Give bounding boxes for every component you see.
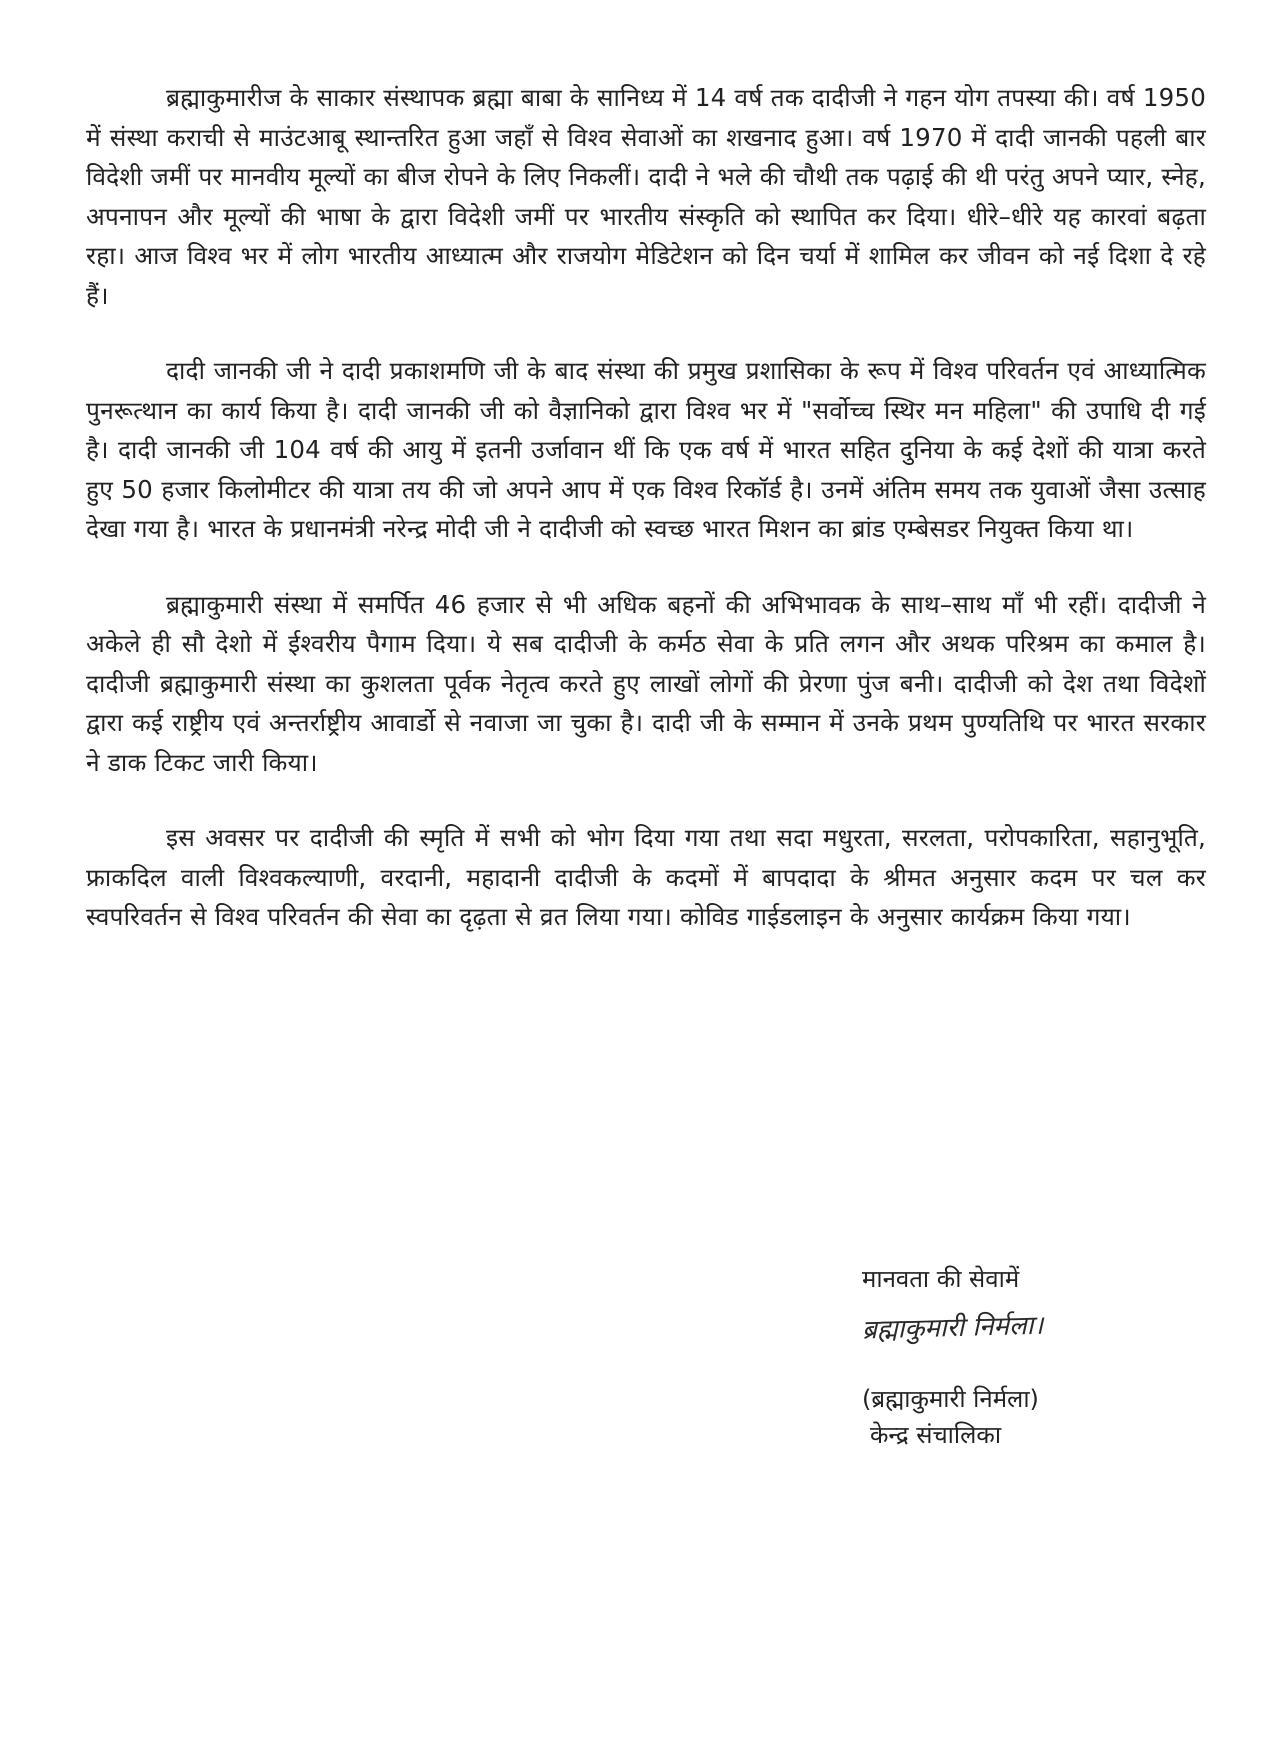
paragraph-1: ब्रह्माकुमारीज के साकार संस्थापक ब्रह्मा बाबा के सानिध्य में 14 वर्ष तक दादीजी ने गहन योग तपस्या की। वर्ष 1950 में संस्था कराची से माउंटआबू स्थान्तरित हुआ जहाँ से विश्व सेवाओं का शखनाद हुआ। वर्ष 1970 में दादी जानकी पहली बार विदेशी जमीं पर मानवीय मूल्यों का बीज रोपने के लिए निकलीं। दादी ने भले की चौथी तक पढ़ाई की थी परंतु अपने प्यार, स्नेह, अपनापन और मूल्यों की भाषा के द्वारा विदेशी जमीं पर भारतीय संस्कृति को स्थापित कर दिया। धीरे–धीरे यह कारवां बढ़ता रहा। आज विश्व भर में लोग भारतीय आध्यात्म और राजयोग मेडिटेशन को दिन चर्या में शामिल कर जीवन को नई दिशा दे रहे हैं। bbox=[86, 83, 1206, 310]
letter-body bbox=[86, 78, 1206, 973]
handwritten-signature: ब्रह्माकुमारी निर्मला। bbox=[861, 1310, 1044, 1346]
signatory-name: (ब्रह्माकुमारी निर्मला) bbox=[862, 1385, 1039, 1413]
closing-greeting: मानवता की सेवामें bbox=[862, 1265, 1020, 1293]
paragraph-4: इस अवसर पर दादीजी की स्मृति में सभी को भोग दिया गया तथा सदा मधुरता, सरलता, परोपकारिता, सहानुभूति, फ्राकदिल वाली विश्वकल्याणी, वरदानी, महादानी दादीजी के कदमों में बापदादा के श्रीमत अनुसार कदम पर चल कर स्वपरिवर्तन से विश्व परिवर्तन की सेवा का दृढ़ता से व्रत लिया गया। कोविड गाईडलाइन के अनुसार कार्यक्रम किया गया। bbox=[86, 823, 1206, 931]
signatory-title: केन्द्र संचालिका bbox=[870, 1421, 1002, 1449]
signature-block bbox=[862, 1262, 1202, 1452]
paragraph-3: ब्रह्माकुमारी संस्था में समर्पित 46 हजार से भी अधिक बहनों की अभिभावक के साथ–साथ माँ भी रहीं। दादीजी ने अकेले ही सौ देशो में ईश्वरीय पैगाम दिया। ये सब दादीजी के कर्मठ सेवा के प्रति लगन और अथक परिश्रम का कमाल है। दादीजी ब्रह्माकुमारी संस्था का कुशलता पूर्वक नेतृत्व करते हुए लाखों लोगों की प्रेरणा पुंज बनी। दादीजी को देश तथा विदेशों द्वारा कई राष्ट्रीय एवं अन्तर्राष्ट्रीय आवार्डो से नवाजा जा चुका है। दादी जी के सम्मान में उनके प्रथम पुण्यतिथि पर भारत सरकार ने डाक टिकट जारी किया। bbox=[86, 589, 1206, 777]
paragraph-2: दादी जानकी जी ने दादी प्रकाशमणि जी के बाद संस्था की प्रमुख प्रशासिका के रूप में विश्व परिवर्तन एवं आध्यात्मिक पुनरूत्थान का कार्य किया है। दादी जानकी जी को वैज्ञानिको द्वारा विश्व भर में "सर्वोच्च स्थिर मन महिला" की उपाधि दी गई है। दादी जानकी जी 104 वर्ष की आयु में इतनी उर्जावान थीं कि एक वर्ष में भारत सहित दुनिया के कई देशों की यात्रा करते हुए 50 हजार किलोमीटर की यात्रा तय की जो अपने आप में एक विश्व रिकॉर्ड है। उनमें अंतिम समय तक युवाओं जैसा उत्साह देखा गया है। भारत के प्रधानमंत्री नरेन्द्र मोदी जी ने दादीजी को स्वच्छ भारत मिशन का ब्रांड एम्बेसडर नियुक्त किया था। bbox=[86, 356, 1206, 543]
